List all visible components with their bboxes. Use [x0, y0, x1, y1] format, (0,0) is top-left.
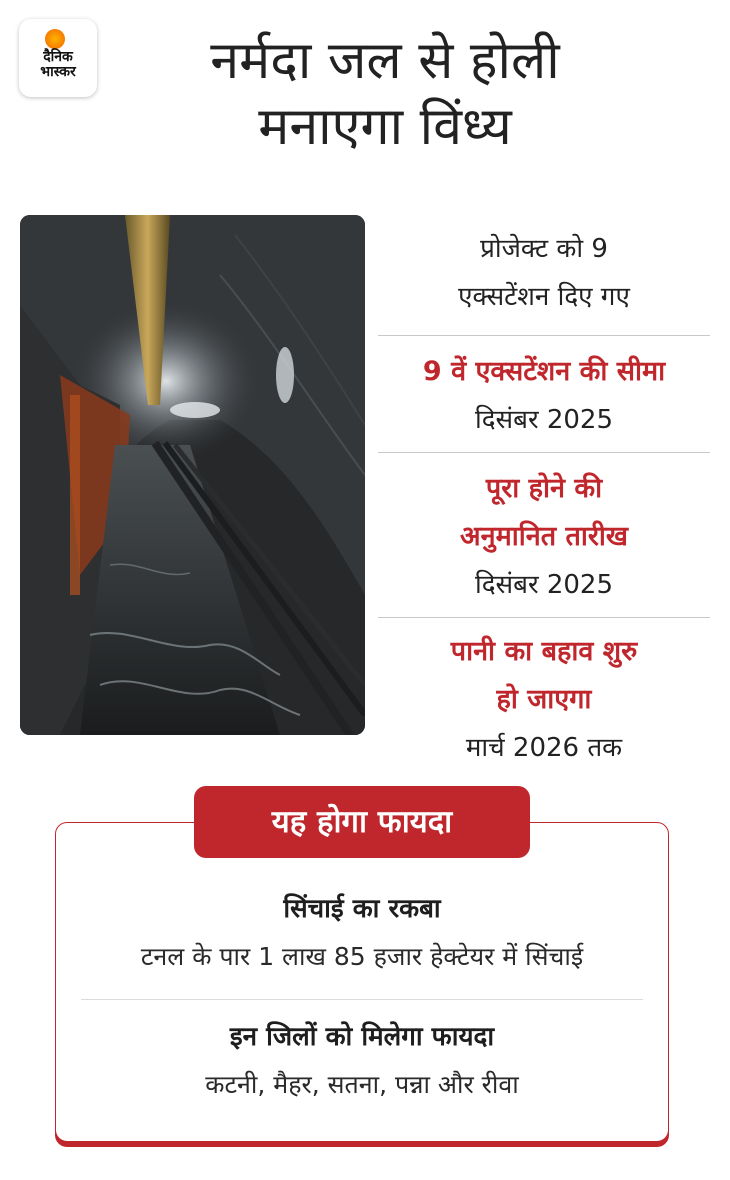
facts-panel [378, 215, 710, 772]
sun-icon [45, 29, 65, 49]
benefit-districts-text: कटनी, मैहर, सतना, पन्ना और रीवा [205, 1070, 519, 1099]
fact-extension-limit-value: दिसंबर 2025 [474, 405, 614, 435]
fact-extensions-line2: एक्सटेंशन दिए गए [458, 282, 630, 312]
fact-extensions-line1: प्रोजेक्ट को 9 [480, 234, 608, 264]
title-line2: मनाएगा विंध्य [258, 97, 512, 157]
title-line1: नर्मदा जल से होली [210, 31, 560, 91]
fact-completion-heading-line1: पूरा होने की [485, 473, 603, 504]
fact-extension-limit-heading: 9 वें एक्सटेंशन की सीमा [422, 356, 666, 387]
fact-completion-value: दिसंबर 2025 [474, 570, 614, 600]
logo-text-line2: भास्कर [40, 64, 76, 80]
fact-water-flow-heading-line2: हो जाएगा [496, 684, 592, 715]
benefit-irrigation-text: टनल के पार 1 लाख 85 हजार हेक्टेयर में सिंचाई [140, 942, 584, 971]
fact-completion-date [378, 453, 710, 618]
benefit-divider [81, 999, 643, 1000]
fact-water-flow-heading-line1: पानी का बहाव शुरु [450, 636, 638, 667]
benefit-districts [56, 1013, 668, 1109]
tunnel-illustration [20, 215, 365, 735]
dainik-bhaskar-logo [19, 19, 97, 97]
fact-extension-limit [378, 336, 710, 453]
benefit-districts-title: इन जिलों को मिलेगा फायदा [229, 1022, 495, 1052]
benefit-irrigation-title: सिंचाई का रकबा [283, 894, 441, 924]
logo-text-line1: दैनिक [43, 49, 73, 65]
fact-completion-heading-line2: अनुमानित तारीख [459, 521, 629, 552]
tunnel-photo [20, 215, 365, 735]
page-title [120, 28, 650, 160]
fact-water-flow-value: मार्च 2026 तक [465, 733, 623, 763]
benefit-irrigation [56, 885, 668, 981]
benefits-badge: यह होगा फायदा [194, 786, 530, 858]
fact-water-flow [378, 618, 710, 772]
benefits-box [55, 822, 669, 1142]
fact-extensions [378, 215, 710, 336]
